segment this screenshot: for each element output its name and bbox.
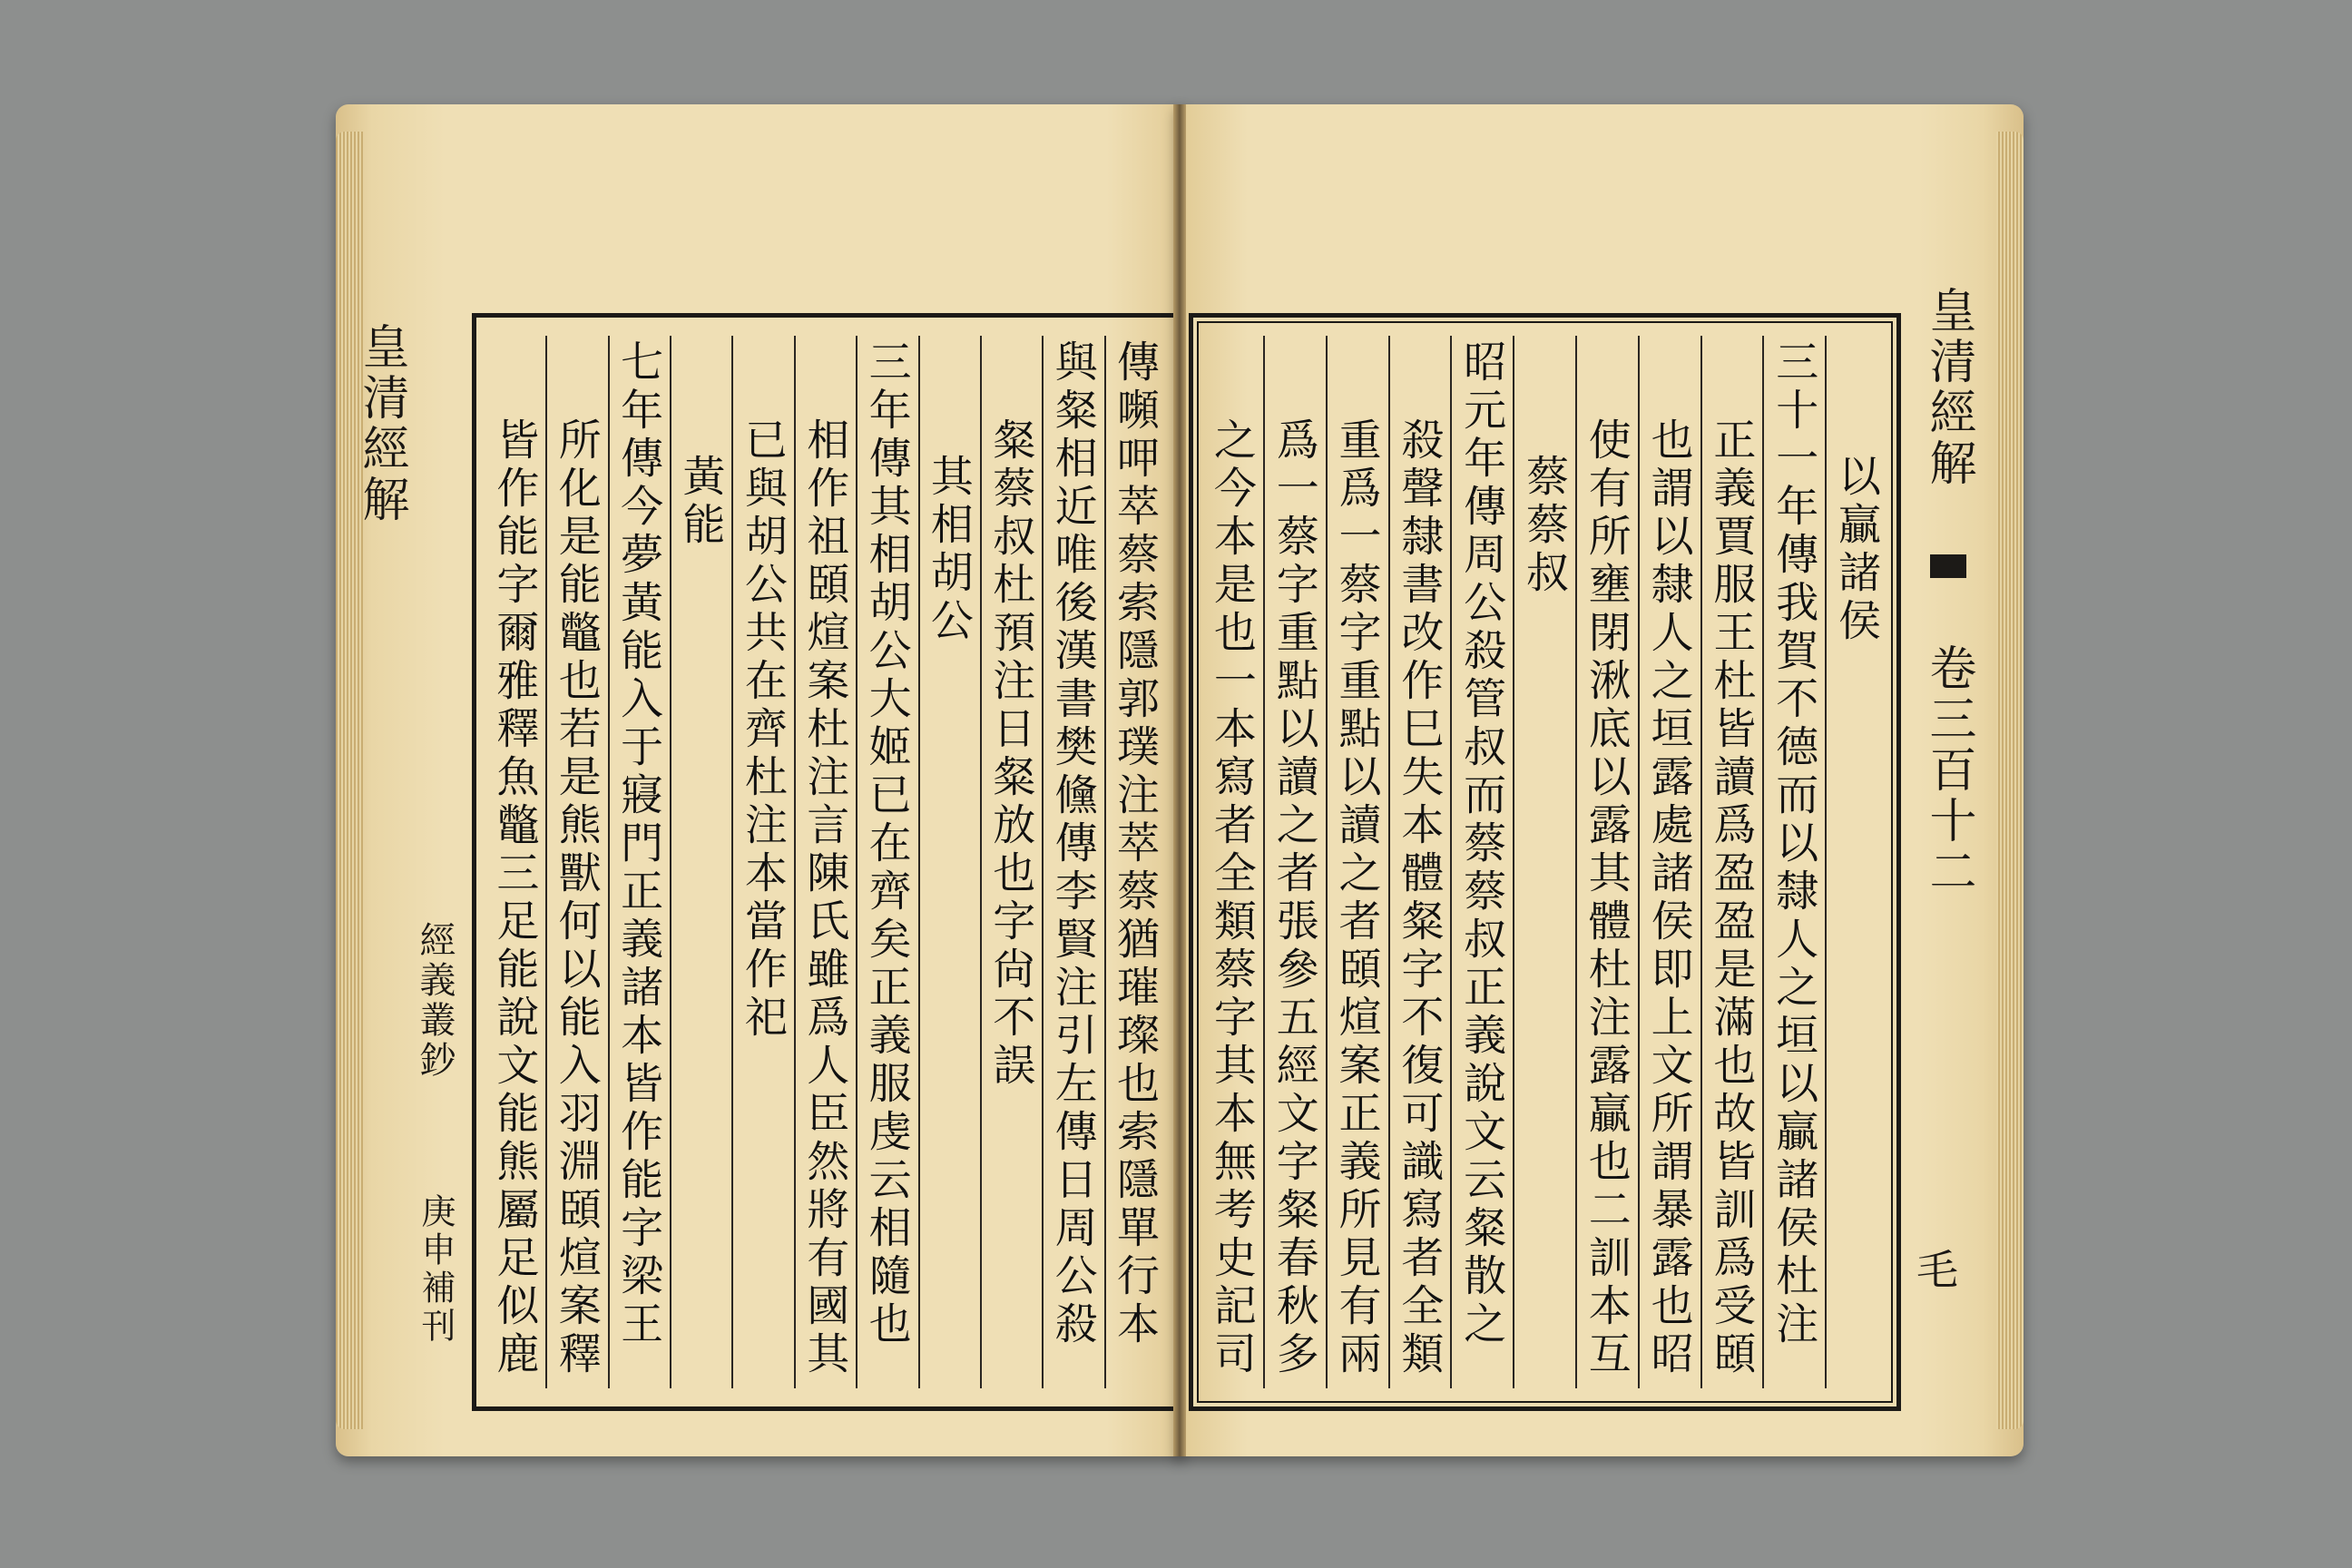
right-column-7: 昭元年傳周公殺管叔而蔡蔡叔正義說文云粲散之 bbox=[1450, 336, 1513, 1388]
right-column-2: 三十一年傳我賀不德而以隸人之垣以贏諸侯杜注 bbox=[1762, 336, 1825, 1388]
left-columns bbox=[485, 336, 1166, 1388]
right-column-4: 也謂以隸人之垣露處諸侯即上文所謂暴露也昭 bbox=[1638, 336, 1700, 1388]
left-text-frame bbox=[472, 313, 1180, 1411]
fish-tail-mark-icon bbox=[1930, 554, 1966, 578]
right-heading-2: 蔡蔡叔 bbox=[1513, 336, 1575, 1388]
right-margin-title: 皇清經解 bbox=[1921, 286, 1975, 489]
right-column-5: 使有所壅閉湫底以露其體杜注露贏也二訓本互 bbox=[1575, 336, 1638, 1388]
left-column-3: 粲蔡叔杜預注日粲放也字尙不誤 bbox=[980, 336, 1042, 1388]
left-heading-2: 黃能 bbox=[670, 336, 731, 1388]
left-margin-label bbox=[354, 286, 456, 1420]
left-column-11: 皆作能字爾雅釋魚鼈三足能說文能熊屬足似鹿 bbox=[489, 417, 540, 1379]
left-page bbox=[336, 104, 1184, 1456]
open-book bbox=[318, 95, 2042, 1475]
left-column-7: 已與胡公共在齊杜注本當作祀 bbox=[731, 336, 793, 1388]
left-margin-print: 庚申補刊 bbox=[416, 1193, 456, 1346]
right-heading-1: 以贏諸侯 bbox=[1825, 336, 1887, 1388]
right-column-10: 爲一蔡字重點以讀之者張參五經文字粲春秋多 bbox=[1263, 336, 1326, 1388]
left-column-5: 三年傳其相胡公大姬已在齊矣正義服虔云相隨也 bbox=[856, 336, 917, 1388]
right-text-frame bbox=[1189, 313, 1901, 1411]
right-column-11: 之今本是也一本寫者全類蔡字其本無考史記司 bbox=[1206, 417, 1257, 1379]
right-page bbox=[1175, 104, 2024, 1456]
right-columns bbox=[1202, 336, 1887, 1388]
right-margin-page: 毛 bbox=[1910, 1248, 1959, 1293]
left-column-2: 與粲相近唯後漢書樊儵傳李賢注引左傳日周公殺 bbox=[1042, 336, 1103, 1388]
left-column-1: 傳嚬呷萃蔡索隱郭璞注萃蔡猶璀璨也索隱單行本 bbox=[1104, 336, 1166, 1388]
right-page-edge bbox=[1996, 132, 2024, 1429]
left-column-9: 七年傳今夢黃能入于寢門正義諸本皆作能字梁王 bbox=[608, 336, 670, 1388]
left-heading-1: 其相胡公 bbox=[918, 336, 980, 1388]
left-margin-series: 經義叢鈔 bbox=[414, 921, 456, 1081]
right-column-9: 重爲一蔡字重點以讀之者頣煊案正義所見有兩 bbox=[1326, 336, 1388, 1388]
left-column-6: 相作祖頣煊案杜注言陳氏雖爲人臣然將有國其 bbox=[794, 336, 856, 1388]
right-margin-volume: 卷三百十二 bbox=[1921, 643, 1975, 897]
right-margin-label bbox=[1901, 286, 1983, 1420]
left-column-10: 所化是能鼈也若是熊獸何以能入羽淵頣煊案釋 bbox=[545, 336, 607, 1388]
book-gutter bbox=[1173, 104, 1186, 1456]
left-margin-title: 皇清經解 bbox=[354, 322, 408, 525]
right-column-8: 殺聲隸書改作巳失本體粲字不復可識寫者全類 bbox=[1388, 336, 1451, 1388]
right-column-3: 正義賈服王杜皆讀爲盈盈是滿也故皆訓爲受頣 bbox=[1700, 336, 1763, 1388]
